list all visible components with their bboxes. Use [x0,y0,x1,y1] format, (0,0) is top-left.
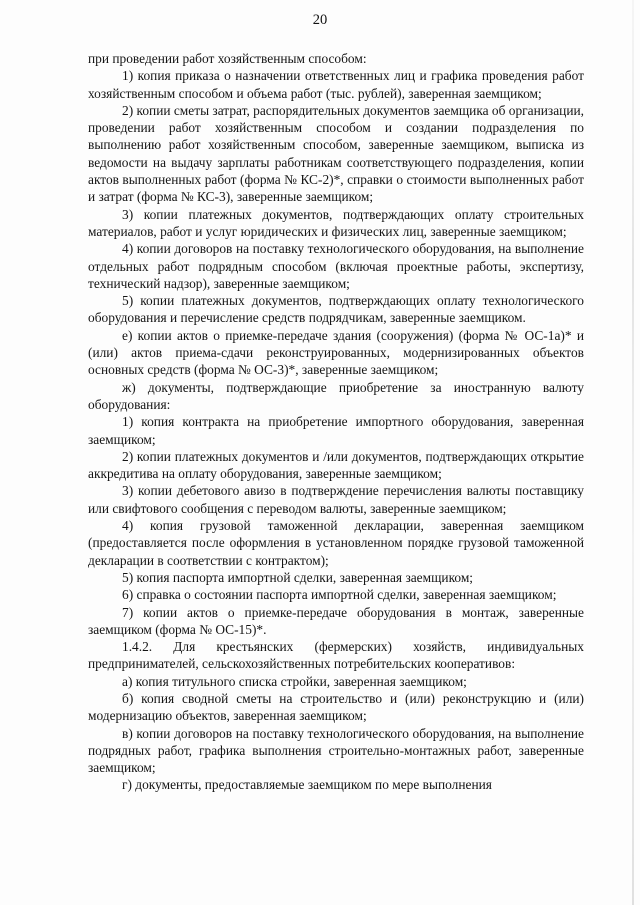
page-number: 20 [312,12,328,28]
paragraph: 2) копии платежных документов и /или документов, подтверждающих открытие аккредитива на оплату оборудования, заверенные заемщиком; [88,448,584,482]
paragraph: в) копии договоров на поставку технологического оборудования, на выполнение подрядных работ, графика выполнения строительно-монтажных работ, заверенные заемщиком; [88,725,584,776]
paragraph: 1.4.2. Для крестьянских (фермерских) хозяйств, индивидуальных предпринимателей, сельскохозяйственных потребительских кооперативов: [88,639,584,672]
paragraph: 1) копия приказа о назначении ответственных лиц и графика проведения работ хозяйственным способом и объема работ (тыс. рублей), заверенная заемщиком; [88,68,584,101]
paragraph: е) копии актов о приемке-передаче здания (сооружения) (форма № ОС-1а)* и (или) актов приема-сдачи реконструированных, модернизированных объектов основных средств (форма № ОС-3)*, заверенные заемщиком; [88,327,584,378]
paragraph: 3) копии платежных документов, подтверждающих оплату строительных материалов, работ и услуг юридических и физических лиц, заверенные заемщиком; [88,206,584,239]
document-body [88,50,584,794]
paragraph: 5) копии платежных документов, подтверждающих оплату технологического оборудования и перечисление средств подрядчикам, заверенные заемщиком. [88,293,584,326]
paragraph: 3) копии дебетового авизо в подтверждение перечисления валюты поставщику или свифтового сообщения с переводом валюты, заверенные заемщиком; [88,483,584,516]
paragraph: 5) копия паспорта импортной сделки, заверенная заемщиком; [122,569,474,585]
paragraph: ж) документы, подтверждающие приобретение за иностранную валюту оборудования: [88,379,584,412]
paragraph: а) копия титульного списка стройки, заверенная заемщиком; [122,673,467,689]
paragraph: 7) копии актов о приемке-передаче оборудования в монтаж, заверенные заемщиком (форма № ОС-15)*. [88,604,584,637]
paragraph: 4) копии договоров на поставку технологического оборудования, на выполнение отдельных работ подрядным способом (включая проектные работы, экспертизу, технический надзор), заверенные заемщиком; [88,241,584,291]
paragraph: 1) копия контракта на приобретение импортного оборудования, заверенная заемщиком; [88,414,584,447]
paragraph: 6) справка о состоянии паспорта импортной сделки, заверенная заемщиком; [122,587,557,603]
paragraph: 2) копии сметы затрат, распорядительных документов заемщика об организации, проведении работ хозяйственным способом и создании подразделения по выполнению работ хозяйственным способом, заверенные заемщиком, выписка из ведомости на выдачу зарплаты работникам соответствующего подразделения, копии актов выполненных работ (форма № КС-2)*, справки о стоимости выполненных работ и затрат (форма № КС-3), заверенные заемщиком; [88,102,585,205]
paragraph: при проведении работ хозяйственным способом: [88,51,367,66]
paragraph: б) копия сводной сметы на строительство и (или) реконструкцию и (или) модернизацию объектов, заверенная заемщиком; [88,690,584,724]
scan-edge [632,0,634,905]
paragraph: 4) копия грузовой таможенной декларации, заверенная заемщиком (предоставляется после оформления в установленном порядке грузовой таможенной декларации в соответствии с контрактом); [88,518,584,568]
paragraph: г) документы, предоставляемые заемщиком по мере выполнения [122,777,492,793]
